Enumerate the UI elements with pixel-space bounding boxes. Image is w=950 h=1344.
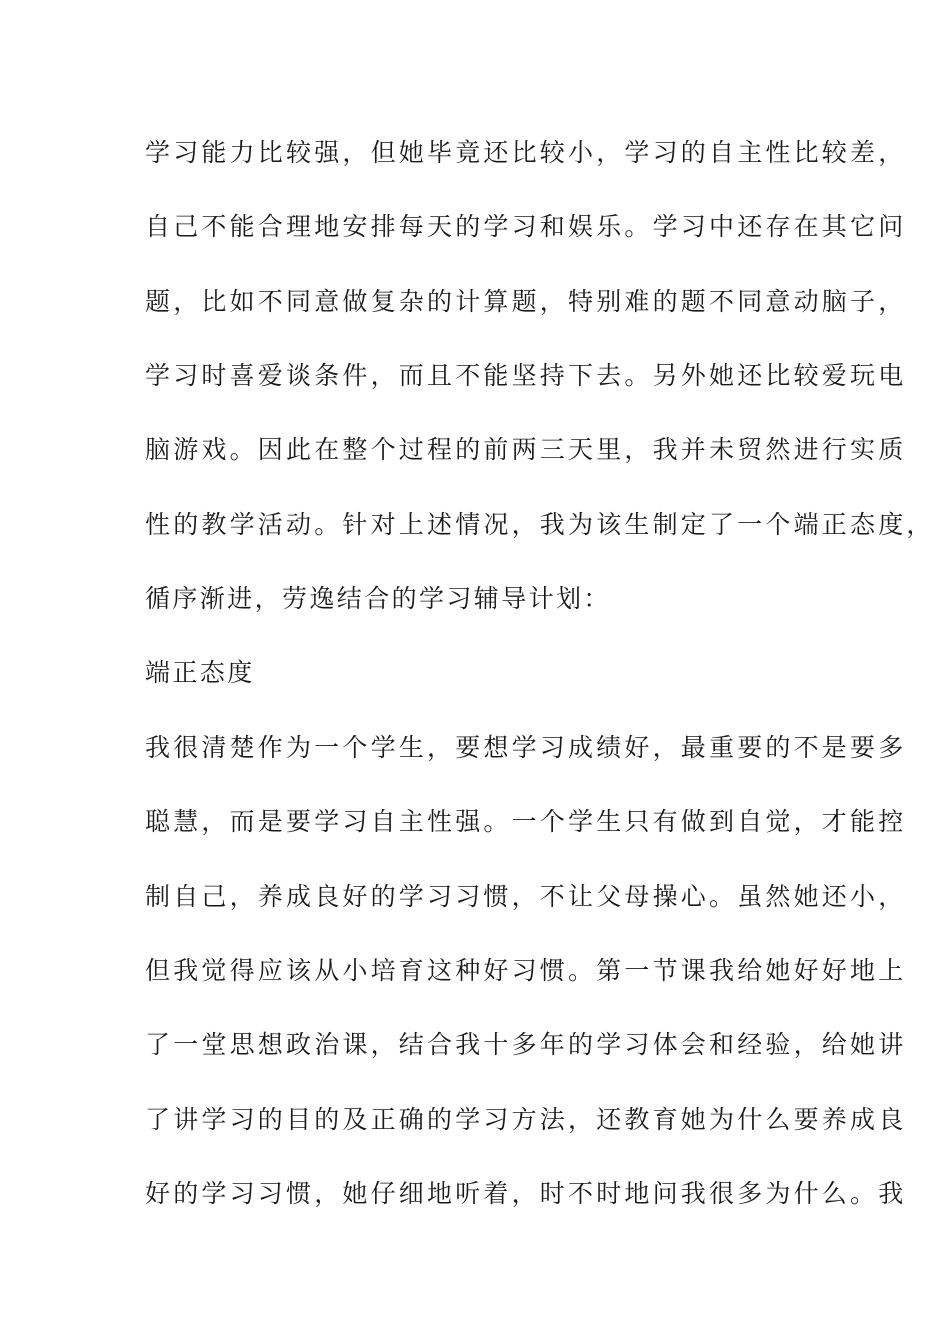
text-line: 制自己，养成良好的学习习惯，不让父母操心。虽然她还小，: [145, 882, 907, 911]
text-line: 循序渐进，劳逸结合的学习辅导计划：: [145, 584, 611, 613]
text-line: 学习时喜爱谈条件，而且不能坚持下去。另外她还比较爱玩电: [145, 361, 907, 390]
section-heading: 端正态度: [145, 658, 255, 687]
text-line: 聪慧，而是要学习自主性强。一个学生只有做到自觉，才能控: [145, 807, 907, 836]
text-line: 了讲学习的目的及正确的学习方法，还教育她为什么要养成良: [145, 1105, 907, 1134]
text-line: 了一堂思想政治课，结合我十多年的学习体会和经验，给她讲: [145, 1030, 907, 1059]
text-line: 但我觉得应该从小培育这种好习惯。第一节课我给她好好地上: [145, 956, 907, 985]
text-line: 题，比如不同意做复杂的计算题，特别难的题不同意动脑子，: [145, 287, 907, 316]
text-line: 学习能力比较强，但她毕竟还比较小，学习的自主性比较差，: [145, 138, 907, 167]
text-line: 自己不能合理地安排每天的学习和娱乐。学习中还存在其它问: [145, 212, 907, 241]
text-line: 好的学习习惯，她仔细地听着，时不时地问我很多为什么。我: [145, 1179, 907, 1208]
text-line: 我很清楚作为一个学生，要想学习成绩好，最重要的不是要多: [145, 733, 907, 762]
text-line: 性的教学活动。针对上述情况，我为该生制定了一个端正态度，: [145, 510, 935, 539]
text-line: 脑游戏。因此在整个过程的前两三天里，我并未贸然进行实质: [145, 435, 907, 464]
